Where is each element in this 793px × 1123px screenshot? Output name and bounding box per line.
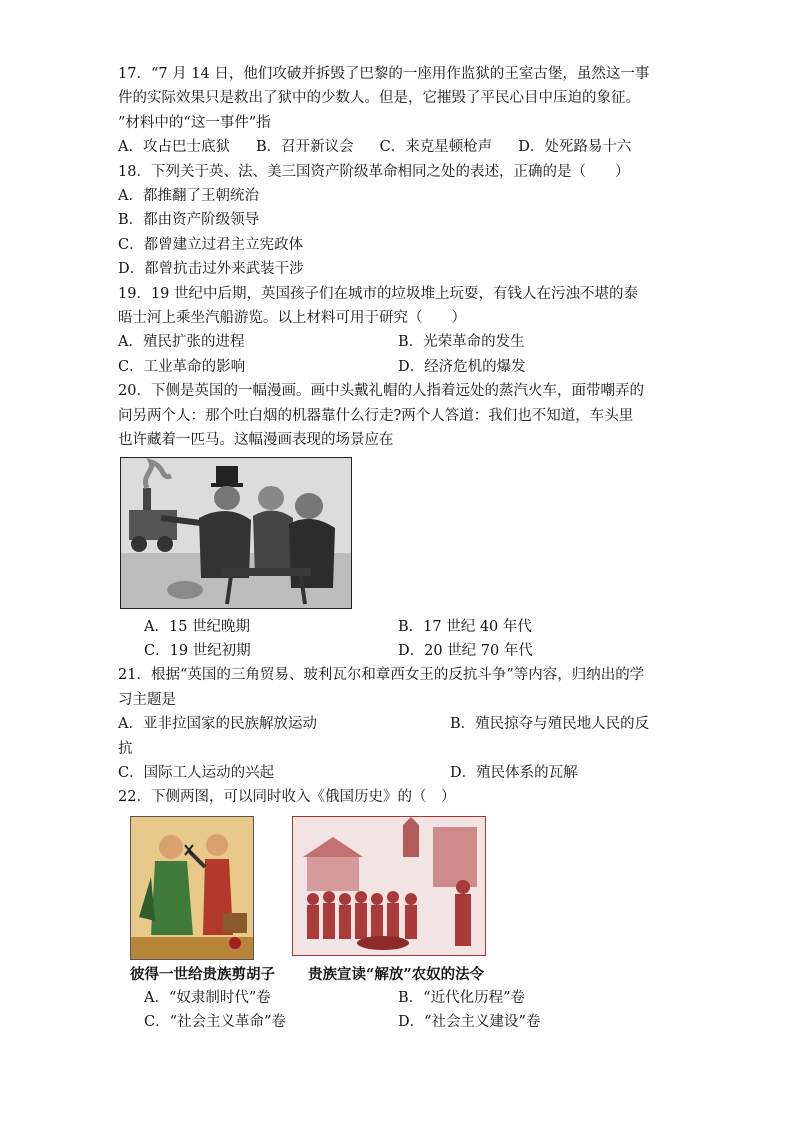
caption-emancipation: 贵族宣读“解放”农奴的法令 xyxy=(308,965,485,983)
q22-option-c[interactable]: C．“社会主义革命”卷 xyxy=(144,1014,286,1031)
q22-option-b[interactable]: B．“近代化历程”卷 xyxy=(398,989,525,1006)
q21-option-c[interactable]: C．国际工人运动的兴起 xyxy=(118,764,275,781)
q22-option-d[interactable]: D．“社会主义建设”卷 xyxy=(398,1014,541,1031)
q22-captions xyxy=(118,964,678,986)
q19-option-d[interactable]: D．经济危机的爆发 xyxy=(398,358,526,375)
q17-option-b[interactable]: B．召开新议会 xyxy=(255,139,354,156)
emancipation-illustration xyxy=(293,817,485,955)
q22-options-row-1 xyxy=(118,986,678,1010)
q20-option-b[interactable]: B．17 世纪 40 年代 xyxy=(398,618,532,635)
q17-option-c[interactable]: C．来克星顿枪声 xyxy=(379,139,493,156)
question-21 xyxy=(118,663,678,785)
q17-option-a[interactable]: A．攻占巴士底狱 xyxy=(118,139,230,156)
q19-option-a[interactable]: A．殖民扩张的进程 xyxy=(118,334,245,351)
q17-stem-line-3: ”材料中的“这一事件”指 xyxy=(118,114,271,131)
question-18 xyxy=(118,160,678,282)
question-list xyxy=(118,62,678,1035)
q20-option-a[interactable]: A．15 世纪晚期 xyxy=(144,618,251,635)
q19-option-c[interactable]: C．工业革命的影响 xyxy=(118,358,246,375)
q18-option-c[interactable]: C．都曾建立过君主立宪政体 xyxy=(118,236,304,253)
q20-stem-line-2: 问另两个人：那个吐白烟的机器靠什么行走?两个人答道：我们也不知道，车头里 xyxy=(118,407,634,424)
q21-option-b-continued: 抗 xyxy=(118,740,133,757)
q20-option-d[interactable]: D．20 世纪 70 年代 xyxy=(398,642,533,659)
q20-options-row-2 xyxy=(118,639,678,663)
caption-peter-beard: 彼得一世给贵族剪胡子 xyxy=(130,965,275,983)
peter-beard-cutting-image xyxy=(130,816,254,960)
q19-stem-line-1: 19．19 世纪中后期，英国孩子们在城市的垃圾堆上玩耍，有钱人在污浊不堪的泰 xyxy=(118,285,639,302)
q22-option-a[interactable]: A．“奴隶制时代”卷 xyxy=(144,989,271,1006)
q18-option-a[interactable]: A．都推翻了王朝统治 xyxy=(118,188,259,205)
steam-train-cartoon-image xyxy=(120,457,352,609)
q20-option-c[interactable]: C．19 世纪初期 xyxy=(144,642,251,659)
q22-images xyxy=(118,816,678,960)
q21-options-row-1 xyxy=(118,712,678,736)
q19-option-b[interactable]: B．光荣革命的发生 xyxy=(398,334,525,351)
q21-option-d[interactable]: D．殖民体系的瓦解 xyxy=(450,764,578,781)
question-22 xyxy=(118,785,678,1034)
q21-options-row-2 xyxy=(118,761,678,785)
q18-option-d[interactable]: D．都曾抗击过外来武装干涉 xyxy=(118,261,304,278)
q17-option-d[interactable]: D．处死路易十六 xyxy=(518,139,632,156)
q21-stem-line-2: 习主题是 xyxy=(118,691,176,708)
q20-options-row-1 xyxy=(118,615,678,639)
question-17 xyxy=(118,62,678,160)
cartoon-illustration xyxy=(121,458,351,608)
q18-option-b[interactable]: B．都由资产阶级领导 xyxy=(118,212,260,229)
q22-options-row-2 xyxy=(118,1010,678,1034)
q20-stem-line-1: 20．下侧是英国的一幅漫画。画中头戴礼帽的人指着远处的蒸汽火车，面带嘲弄的 xyxy=(118,383,644,400)
q20-stem-line-3: 也许藏着一匹马。这幅漫画表现的场景应在 xyxy=(118,432,394,449)
q21-option-b[interactable]: B．殖民掠夺与殖民地人民的反 xyxy=(450,716,650,733)
q21-option-a[interactable]: A．亚非拉国家的民族解放运动 xyxy=(118,716,317,733)
q22-stem-line-1: 22．下侧两图，可以同时收入《俄国历史》的（ ） xyxy=(118,789,456,806)
serf-emancipation-reading-image xyxy=(292,816,486,956)
q21-stem-line-1: 21．根据“英国的三角贸易、玻利瓦尔和章西女王的反抗斗争”等内容，归纳出的学 xyxy=(118,667,645,684)
q18-stem-line-1: 18．下列关于英、法、美三国资产阶级革命相同之处的表述，正确的是（ ） xyxy=(118,163,630,180)
q17-options xyxy=(118,135,678,159)
q19-stem-line-2: 晤士河上乘坐汽船游览。以上材料可用于研究（ ） xyxy=(118,310,466,327)
q19-options-row-1 xyxy=(118,330,678,354)
peter-illustration xyxy=(131,817,253,959)
q17-stem-line-2: 件的实际效果只是救出了狱中的少数人。但是，它摧毁了平民心目中压迫的象征。 xyxy=(118,90,640,107)
q19-options-row-2 xyxy=(118,355,678,379)
q17-stem-line-1: 17．“7 月 14 日，他们攻破并拆毁了巴黎的一座用作监狱的王室古堡，虽然这一事 xyxy=(118,66,650,82)
question-19 xyxy=(118,282,678,380)
question-20 xyxy=(118,379,678,663)
